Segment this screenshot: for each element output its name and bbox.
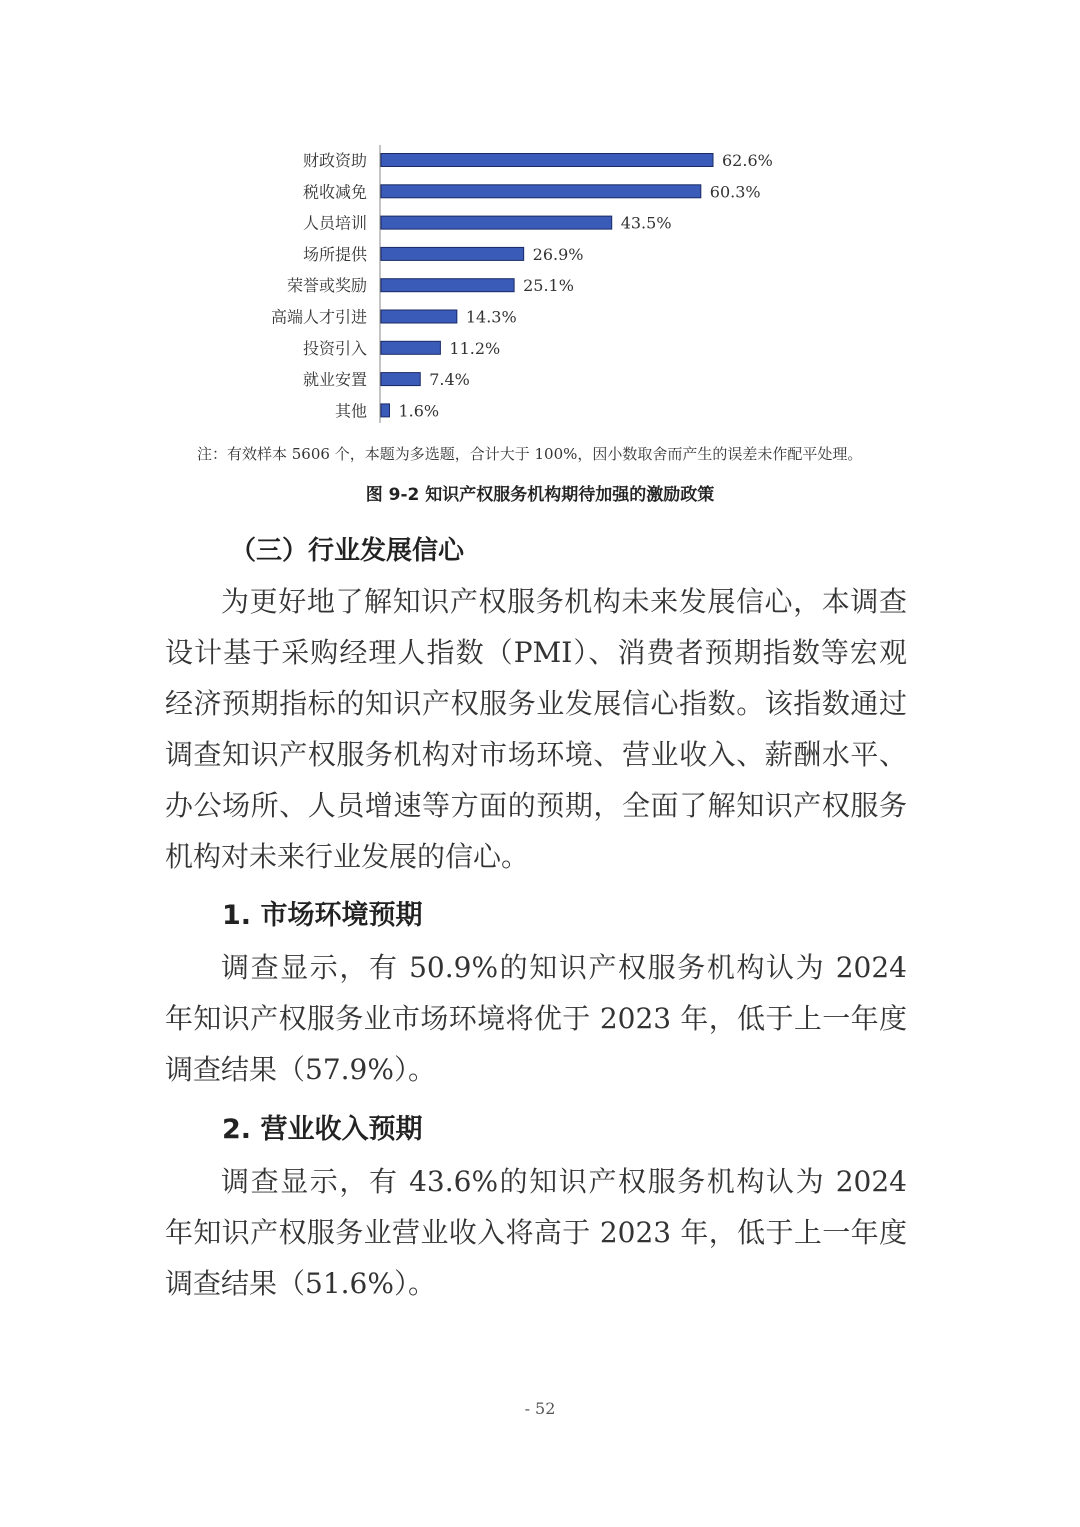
bar: [381, 341, 440, 354]
value-label: 60.3%: [709, 182, 761, 202]
bar: [381, 185, 701, 198]
category-label: 人员培训: [302, 213, 367, 233]
value-label: 14.3%: [465, 307, 517, 327]
value-label: 25.1%: [523, 276, 574, 296]
category-label: 税收减免: [302, 182, 367, 202]
value-label: 62.6%: [722, 151, 773, 170]
value-label: 7.4%: [429, 370, 470, 390]
category-label: 荣誉或奖励: [286, 276, 367, 296]
paragraph-confidence-intro: 为更好地了解知识产权服务机构未来发展信心，本调查设计基于采购经理人指数（PMI）、消费者预期指数等宏观经济预期指标的知识产权服务业发展信心指数。该指数通过调查知识产权服务机构对市场环境、营业收入、薪酬水平、办公场所、人员增速等方面的预期，全面了解知识产权服务机构对未来行业发展的信心。: [165, 585, 907, 873]
category-label: 高端人才引进: [270, 307, 367, 327]
page-number: - 52: [524, 1399, 556, 1418]
subheading-market-environment: 1. 市场环境预期: [222, 900, 423, 931]
chart-bars: [271, 151, 773, 420]
bar: [381, 279, 514, 292]
bar: [381, 154, 713, 167]
subheading-revenue: 2. 营业收入预期: [222, 1114, 423, 1145]
category-label: 其他: [334, 401, 367, 421]
value-label: 26.9%: [532, 244, 584, 264]
category-label: 就业安置: [302, 370, 367, 390]
bar: [381, 404, 389, 417]
value-label: 43.5%: [620, 213, 672, 233]
value-label: 11.2%: [449, 338, 501, 358]
bar: [381, 373, 420, 386]
chart-note: 注：有效样本 5606 个，本题为多选题，合计大于 100%，因小数取舍而产生的误差未作配平处理。: [197, 445, 863, 463]
figure-caption: 图 9-2 知识产权服务机构期待加强的激励政策: [365, 485, 715, 505]
paragraph-revenue: 调查显示，有 43.6%的知识产权服务机构认为 2024 年知识产权服务业营业收入将高于 2023 年，低于上一年度调查结果（51.6%）。: [165, 1165, 907, 1300]
bar: [381, 310, 457, 323]
category-label: 投资引入: [302, 338, 367, 358]
category-label: 财政资助: [302, 151, 367, 170]
bar: [381, 247, 524, 260]
section-heading: （三）行业发展信心: [230, 536, 465, 566]
bar: [381, 216, 612, 229]
category-label: 场所提供: [302, 244, 367, 264]
value-label: 1.6%: [398, 401, 440, 421]
paragraph-market-environment: 调查显示，有 50.9%的知识产权服务机构认为 2024 年知识产权服务业市场环境将优于 2023 年，低于上一年度调查结果（57.9%）。: [165, 951, 907, 1086]
bar-chart: [0, 140, 1080, 430]
